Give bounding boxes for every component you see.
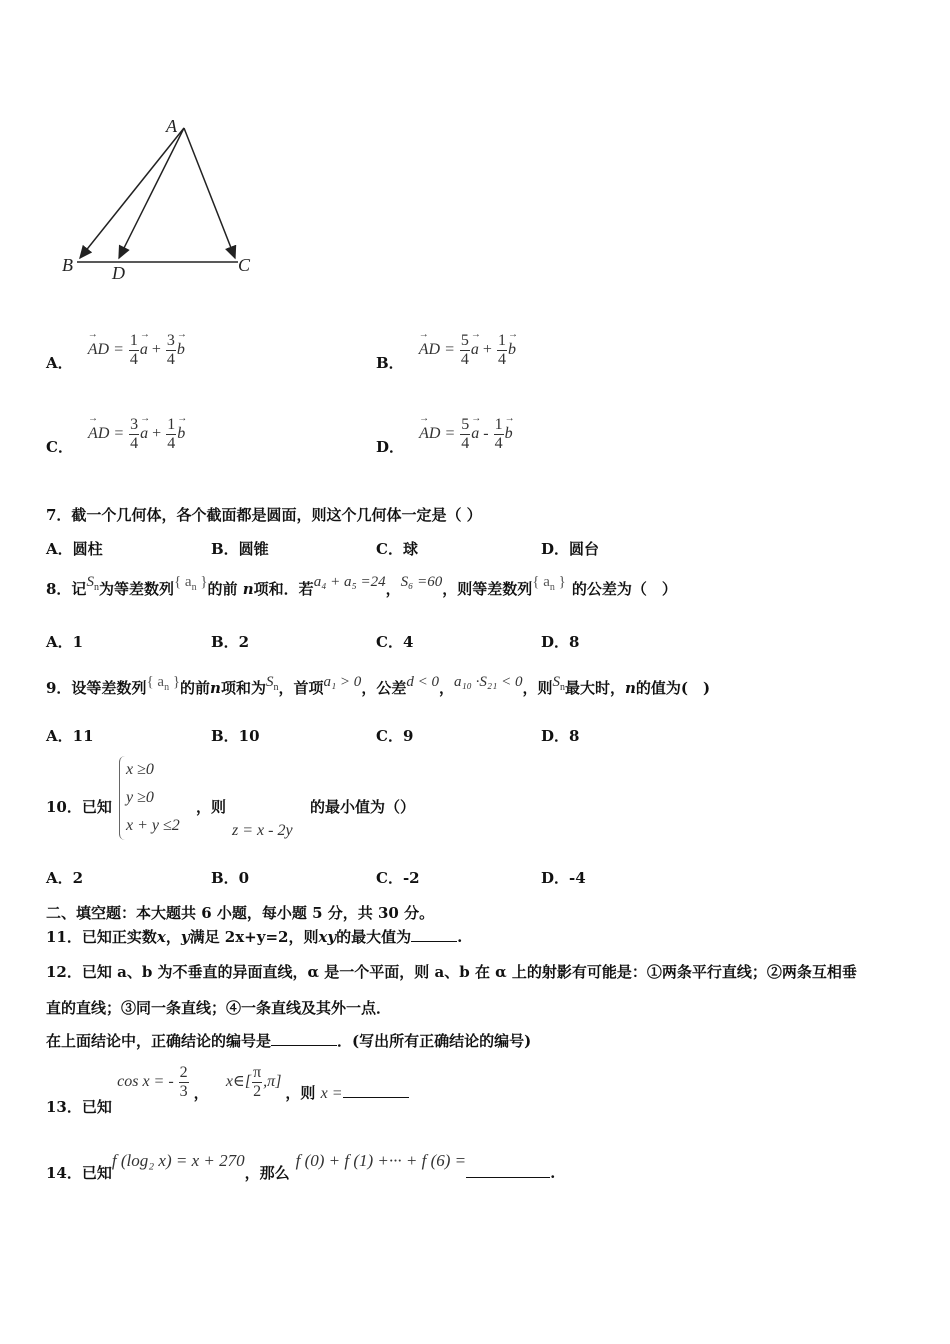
- an-sequence: { $a_n$ }: [146, 674, 181, 693]
- q9-cond2: d < 0: [406, 674, 439, 690]
- q9-text-3: 项和为: [220, 679, 266, 697]
- q11-text-3: ，则: [288, 928, 319, 946]
- sn-symbol: $S_n$: [265, 674, 279, 693]
- section-heading: 二、填空题：本大题共 6 小题，每小题 5 分，共 30 分。: [46, 904, 435, 922]
- q9-stem: [46, 674, 711, 700]
- frac-den: 4: [497, 350, 506, 368]
- lhs: → AD =: [88, 425, 124, 443]
- q10-then: ，则: [196, 798, 227, 816]
- q8-text-2: 为等差数列: [98, 580, 174, 598]
- frac-num: 3: [166, 332, 175, 349]
- q11-text-4: 的最大值为: [336, 928, 412, 946]
- q7-option-c[interactable]: C．球: [376, 540, 418, 558]
- frac-den: 4: [166, 350, 175, 368]
- q10-min-text: 的最小值为（）: [310, 798, 416, 816]
- constraint-system: [119, 756, 180, 840]
- q9-n2: n: [624, 679, 636, 697]
- q12-text-a: 在上面结论中，正确结论的编号是: [46, 1032, 272, 1050]
- vec-a: → a: [471, 341, 479, 359]
- q9-option-a[interactable]: A．11: [46, 727, 94, 745]
- q13-xeq: x =: [320, 1084, 343, 1102]
- option-letter: D．: [376, 437, 405, 456]
- q12-text-b: ．(写出所有正确结论的编号): [337, 1032, 532, 1050]
- q12-answer-blank[interactable]: [271, 1033, 337, 1046]
- q9-cond3: a₁₀ ·S₂₁ < 0: [453, 674, 523, 690]
- q8-comma: ，: [385, 580, 401, 598]
- constraint-1: x ≥0: [126, 761, 154, 778]
- q11-answer-blank[interactable]: [411, 929, 457, 942]
- option-letter: C．: [46, 437, 73, 456]
- q9-text-9: 的值为( ): [635, 679, 711, 697]
- cos-expr: cos x = -: [117, 1072, 174, 1090]
- an-sequence: { $a_n$ }: [173, 574, 208, 593]
- q8-option-c[interactable]: C．4: [376, 633, 414, 651]
- q14-sum: f (0) + f (1) +··· + f (6) =: [295, 1151, 467, 1170]
- interval-tail: ,π]: [263, 1072, 282, 1090]
- an-sequence: { $a_n$ }: [532, 574, 566, 593]
- frac-num: π: [253, 1064, 262, 1081]
- q7-option-a[interactable]: A．圆柱: [46, 540, 103, 558]
- frac-den: 3: [179, 1082, 188, 1100]
- sn-symbol: $S_n$: [552, 674, 565, 693]
- x-in: x∈[: [225, 1072, 252, 1090]
- triangle-figure: [55, 110, 275, 290]
- label-c: C: [238, 255, 251, 275]
- operator: -: [483, 424, 489, 442]
- q8-option-b[interactable]: B．2: [211, 633, 250, 651]
- vec-a: → a: [140, 341, 148, 359]
- q9-cond1: a₁ > 0: [323, 674, 362, 690]
- operator: +: [151, 340, 161, 358]
- q11-comma: ，: [165, 928, 181, 946]
- q6-option-a[interactable]: [46, 332, 185, 372]
- lhs: → AD =: [419, 425, 455, 443]
- q13-text-2: ，则: [285, 1083, 316, 1102]
- q8-option-d[interactable]: D．8: [541, 633, 580, 651]
- q11-text-1: 11．已知正实数: [46, 928, 157, 946]
- q8-cond1: a₄ + a₅ =24: [313, 574, 386, 590]
- frac-den: 4: [129, 350, 138, 368]
- q11-y: y: [180, 928, 190, 946]
- q8-text-4: 项和．若: [253, 580, 314, 598]
- q8-text-3: 的前: [207, 580, 238, 598]
- q14-end: .: [550, 1164, 556, 1182]
- q13-comma: ，: [193, 1083, 209, 1102]
- q14-f: f (log₂ x) = x + 270: [111, 1151, 245, 1170]
- q11-eq: x+y=2: [235, 928, 289, 946]
- q8-text-5: ，则等差数列: [442, 580, 533, 598]
- q9-text-7: ，则: [522, 679, 553, 697]
- q12-line-3: [46, 1030, 531, 1051]
- frac-den: 4: [494, 434, 503, 452]
- q6-option-d[interactable]: [376, 416, 513, 456]
- q10-option-b[interactable]: B．0: [211, 869, 250, 887]
- q9-option-b[interactable]: B．10: [211, 727, 260, 745]
- label-b: B: [62, 255, 73, 275]
- q6-option-c[interactable]: [46, 416, 186, 456]
- frac-num: 1: [167, 416, 176, 433]
- q14-stem: [46, 1150, 556, 1182]
- constraint-2: y ≥0: [126, 789, 154, 806]
- frac-num: 1: [497, 332, 506, 349]
- q9-text-6: ，: [438, 679, 454, 697]
- q8-n: n: [242, 580, 254, 598]
- vec-b: → b: [505, 425, 513, 443]
- q10-option-a[interactable]: A．2: [46, 869, 84, 887]
- vec-a: → a: [140, 425, 148, 443]
- vector-ab: [80, 128, 184, 258]
- q12-line-2: 直的直线；③同一条直线；④一条直线及其外一点．: [46, 999, 392, 1017]
- frac-num: 3: [130, 416, 139, 433]
- q14-answer-blank[interactable]: [466, 1165, 550, 1178]
- frac-den: 4: [130, 434, 139, 452]
- frac-den: 4: [167, 434, 176, 452]
- label-a: A: [166, 116, 177, 136]
- frac-den: 2: [253, 1082, 262, 1100]
- q9-n: n: [210, 679, 221, 697]
- q13-cos: [117, 1064, 194, 1100]
- q10-label: 10．已知: [46, 798, 112, 816]
- q11-stem: [46, 926, 462, 947]
- q9-option-c[interactable]: C．9: [376, 727, 414, 745]
- q9-text-5: ，公差: [361, 679, 407, 697]
- q9-text-4: ，首项: [278, 679, 324, 697]
- q14-text-1: 14．已知: [46, 1164, 112, 1182]
- frac-num: 1: [494, 416, 503, 433]
- option-letter: B．: [376, 353, 404, 372]
- q13-stem: [46, 1064, 409, 1116]
- frac-den: 4: [460, 350, 469, 368]
- q9-option-d[interactable]: D．8: [541, 727, 580, 745]
- frac-num: 2: [179, 1064, 188, 1081]
- q10-objective: z = x - 2y: [232, 822, 293, 839]
- vector-ac: [184, 128, 235, 258]
- q7-option-d[interactable]: D．圆台: [541, 540, 600, 558]
- q11-text-2: 满足 2: [189, 928, 236, 946]
- vec-b: → b: [508, 341, 516, 359]
- q13-interval: [225, 1064, 286, 1100]
- lhs: → AD =: [419, 341, 455, 359]
- q11-x: x: [156, 928, 166, 946]
- q9-text-8: 最大时，: [564, 679, 625, 697]
- q8-stem: [46, 574, 677, 601]
- vec-b: → b: [177, 425, 185, 443]
- q9-text-2: 的前: [180, 679, 211, 697]
- q13-answer-blank[interactable]: [343, 1085, 409, 1098]
- s-letter: S: [86, 574, 94, 590]
- q10-option-d[interactable]: D．-4: [541, 869, 586, 887]
- q10-option-c[interactable]: C．-2: [376, 869, 420, 887]
- operator: +: [152, 424, 162, 442]
- frac-num: 1: [129, 332, 138, 349]
- constraint-3: x + y ≤2: [126, 817, 180, 834]
- frac-den: 4: [461, 434, 470, 452]
- vec-a: → a: [471, 425, 479, 443]
- q6-option-b[interactable]: [376, 332, 516, 372]
- sn-symbol: $S_n$: [86, 574, 99, 593]
- option-letter: A．: [46, 353, 73, 372]
- q7-stem: 7．截一个几何体，各个截面都是圆面，则这个几何体一定是（ ）: [46, 506, 482, 524]
- operator: +: [482, 340, 492, 358]
- lhs: → AD =: [88, 341, 124, 359]
- q12-line-1: 12．已知 a、b 为不垂直的异面直线，α 是一个平面，则 a、b 在 α 上的射影有可能是：①两条平行直线；②两条互相垂: [46, 963, 857, 981]
- q8-cond2: S₆ =60: [400, 574, 443, 590]
- frac-num: 5: [461, 416, 470, 433]
- q11-end: .: [457, 928, 463, 946]
- q8-text-6: 的公差为（ ）: [571, 580, 677, 598]
- q9-text-1: 9．设等差数列: [46, 679, 147, 697]
- q7-option-b[interactable]: B．圆锥: [211, 540, 269, 558]
- label-d: D: [112, 263, 125, 283]
- q11-xy: xy: [318, 928, 337, 946]
- vec-b: → b: [177, 341, 185, 359]
- frac-num: 5: [460, 332, 469, 349]
- q13-text-1: 13．已知: [46, 1097, 112, 1116]
- vector-ad: [119, 128, 184, 258]
- q8-text-1: 8．记: [46, 580, 87, 598]
- q8-option-a[interactable]: A．1: [46, 633, 84, 651]
- q14-text-2: ，那么: [244, 1164, 290, 1182]
